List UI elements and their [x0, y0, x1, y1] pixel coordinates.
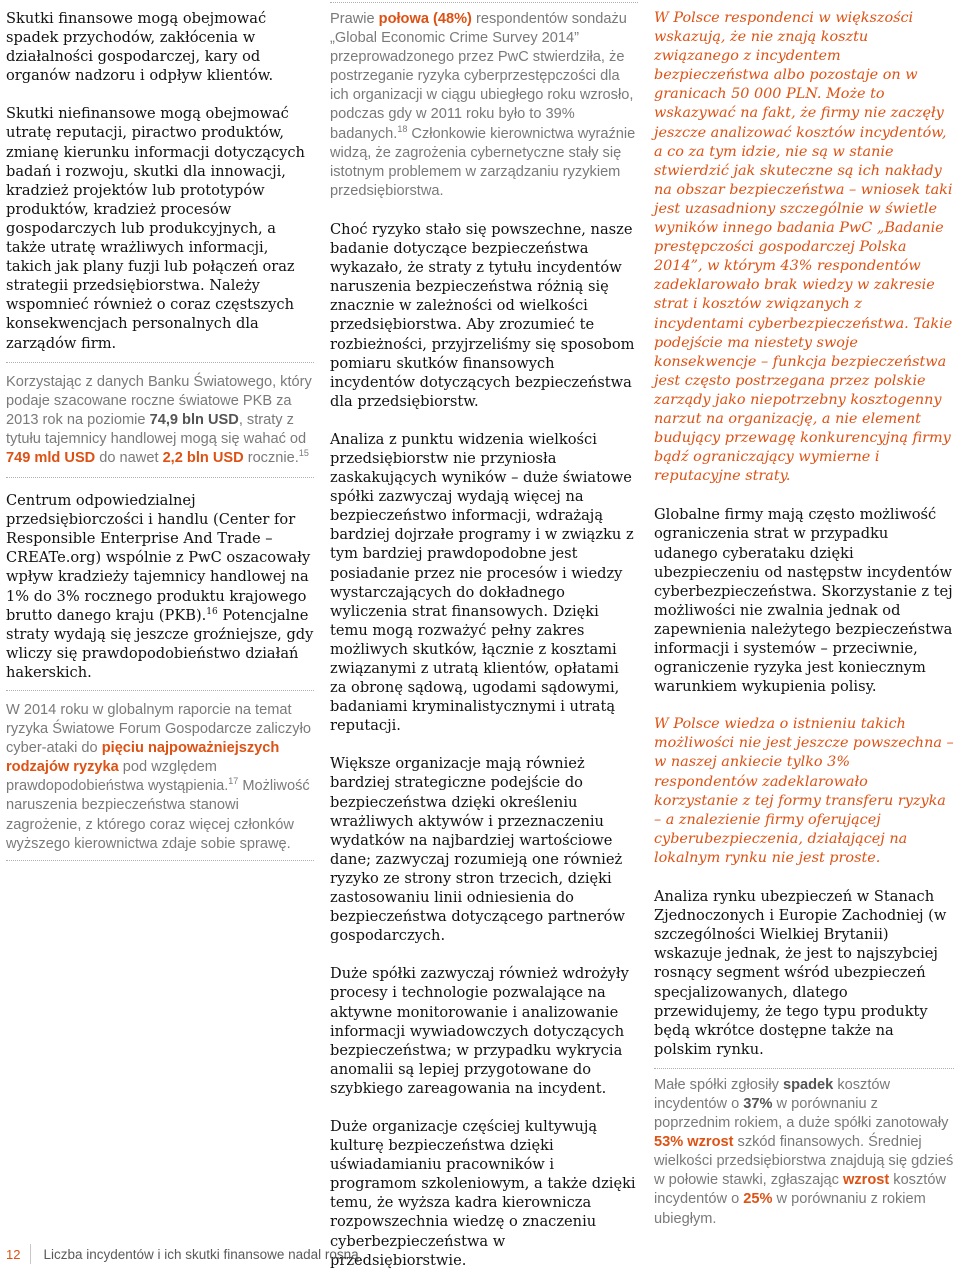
footnote-ref: 15 — [298, 448, 309, 459]
callout-wef: W 2014 roku w globalnym raporcie na temat ryzyka Światowe Forum Gospodarcze zaliczyło cyber-ataki do pięciu najpoważniejszych rodzajów ryzyka pod względem prawdopodobieństwa wystąpienia.$^{17}$ Możliwość naruszenia bezpieczeństwa stanowi zagrożenie, z którego coraz więcej członków wyższego kierownictwa zdaje sobie sprawę. — [6, 702, 311, 852]
paragraph-insurance-market: Analiza rynku ubezpieczeń w Stanach Zjednoczonych i Europie Zachodniej (w szczególności Wielkiej Brytanii) wskazuje jednak, że jest to najszybciej rosnący segment wśród ubezpieczeń specjalizowanych, dlatego przewidujemy, że tego typu produkty będą wkrótce dostępne także na polskim rynku. — [654, 888, 947, 1058]
footer-divider — [30, 1244, 31, 1264]
value-gdp: 74,9 bln USD — [149, 411, 239, 428]
column-right — [654, 0, 954, 1229]
quote-poland-insurance: W Polsce wiedza o istnieniu takich możliwości nie jest jeszcze powszechna – w naszej ankiecie tylko 3% respondentów zadeklarowało korzystanie z tej formy transferu ryzyka – a znalezienie firmy oferującej cyberubezpieczenia, działającej na lokalnym rynku nie jest proste. — [654, 716, 954, 866]
page-number: 12 — [6, 1246, 21, 1262]
column-middle — [330, 0, 638, 1270]
footnote-ref: 18 — [397, 123, 408, 134]
value-top-five-risks: pięciu najpoważniejszych rodzajów ryzyka — [6, 740, 280, 776]
paragraph-monitoring: Duże spółki zazwyczaj również wdrożyły procesy i technologie pozwalające na aktywne monitorowanie i analizowanie informacji wywiadowczych dotyczących bezpieczeństwa; w przypadku wykrycia anomalii są lepiej przygotowane do szybkiego zareagowania na incydent. — [330, 965, 629, 1097]
paragraph-losses-by-size: Choć ryzyko stało się powszechne, nasze badanie dotyczące bezpieczeństwa wykazało, że straty z tytułu incydentów naruszenia bezpieczeństwa różnią się znacznie w zależności od wielkości przedsiębiorstwa. Aby zrozumieć te rozbieżności, przyjrzeliśmy się sposobom pomiaru skutków finansowych incydentów dotyczących bezpieczeństwa dla przedsiębiorstw. — [330, 220, 635, 410]
paragraph-strategic-approach: Większe organizacje mają również bardziej strategiczne podejście do bezpieczeństwa dzięki określeniu wrażliwych aktywów i przeznaczeniu wydatków na najbardziej wartościowe dane; zazwyczaj rozumieją one również ryzyko ze strony stron trzecich, dzięki zastosowaniu linii odniesienia do bezpieczeństwa dotyczącego partnerów gospodarczych. — [330, 755, 625, 945]
paragraph-financial-effects: Skutki finansowe mogą obejmować spadek przychodów, zakłócenia w działalności gospodarczej, kary od organów nadzoru i odpływ klientów. — [6, 10, 274, 85]
value-decrease: spadek — [782, 1076, 834, 1093]
value-53-percent-increase: 53% wzrost — [654, 1134, 734, 1151]
callout-incident-costs: Małe spółki zgłosiły spadek kosztów incydentów o 37% w porównaniu z poprzednim rokiem, a duże spółki zanotowały 53% wzrost szkód finansowych. Średniej wielkości przedsiębiorstwa znajdują się gdzieś w połowie stawki, zgłaszając wzrost kosztów incydentów o 25% w porównaniu z rokiem ubiegłym. — [654, 1076, 954, 1227]
page-footer — [6, 1244, 359, 1264]
footer-title: Liczba incydentów i ich skutki finansowe nadal rosną — [43, 1246, 359, 1262]
paragraph-security-culture: Duże organizacje częściej kultywują kulturę bezpieczeństwa dzięki uświadamianiu pracowników i programom szkoleniowym, a także dzięki temu, że wyższa kadra kierownicza rozpowszechnia wiedzę o znaczeniu cyberbezpieczeństwa w przedsiębiorstwie. — [330, 1117, 636, 1269]
paragraph-create-org: Centrum odpowiedzialnej przedsiębiorczości i handlu (Center for Responsible Enterprise And Trade – CREATe.org) wspólnie z PwC oszacowały wpływ kradzieży tajemnicy handlowej na 1% do 3% rocznego produktu krajowego brutto danego kraju (PKB).$^{16}$ Potencjalne straty wydają się jeszcze groźniejsze, gdy wliczy się prawdopodobieństwo działań hakerskich. — [6, 492, 314, 681]
divider — [6, 362, 314, 363]
divider — [6, 690, 314, 691]
value-increase: wzrost — [843, 1172, 890, 1189]
callout-gecs-2014: Prawie połowa (48%) respondentów sondażu „Global Economic Crime Survey 2014” przeprowadzonego przez PwC stwierdziła, że postrzeganie ryzyka cyberprzestępczości dla ich organizacji w ciągu ubiegłego roku wzrosło, podczas gdy w 2011 roku było to 39% badanych.$^{18}$ Członkowie kierownictwa wyraźnie widzą, że zagrożenia cybernetyczne stały się istotnym problemem w zarządzaniu ryzykiem przedsiębiorstwa. — [330, 11, 636, 199]
value-max-loss: 2,2 bln USD — [162, 449, 244, 466]
divider — [654, 1068, 954, 1069]
paragraph-size-analysis: Analiza z punktu widzenia wielkości przedsiębiorstw nie przyniosła zaskakujących wyników – duże światowe spółki zazwyczaj wydają więcej na bezpieczeństwo informacji, wdrażają bardziej dojrzałe programy i w związku z tym bardziej prawdopodobne jest posiadanie przez nie procesów i wiedzy wystarczających do dokładnego wyliczenia strat finansowych. Dzięki temu mogą rozważyć pełny zakres możliwych skutków, łącznie z kosztami związanymi z utratą klientów, opłatami za obronę sądową, ugodami sądowymi, badaniami kryminalistycznymi i utratą reputacji. — [330, 430, 634, 735]
value-half-respondents: połowa (48%) — [378, 11, 472, 27]
value-37-percent: 37% — [743, 1095, 773, 1112]
column-left — [6, 0, 314, 861]
value-25-percent: 25% — [743, 1191, 773, 1208]
divider — [6, 477, 314, 478]
paragraph-nonfinancial-effects: Skutki niefinansowe mogą obejmować utratę reputacji, piractwo produktów, zmianę kierunku informacji dotyczących badań i rozwoju, skutki dla innowacji, kradzież projektów lub prototypów produktów, kradzież procesów gospodarczych lub produkcyjnych, a także utratę wrażliwych informacji, takich jak plany fuzji lub połączeń oraz strategii przedsiębiorstwa. Należy wspomnieć również o coraz częstszych konsekwencjach personalnych dla zarządów firm. — [6, 105, 305, 352]
quote-poland-incident-cost: W Polsce respondenci w większości wskazują, że nie znają kosztu związanego z incydentem bezpieczeństwa albo pozostaje on w granicach 50 000 PLN. Może to wskazywać na fakt, że firmy nie zaczęły jeszcze analizować kosztów incydentów, a co za tym idzie, nie są w stanie stwierdzić jak skuteczne są ich nakłady na obszar bezpieczeństwa – wniosek taki jest uzasadniony szczególnie w świetle wyników innego badania PwC „Badanie prestępczości gospodarczej Polska 2014”, w którym 43% respondentów zadeklarowało brak wiedzy w zakresie strat i kosztów związanych z incydentami cyberbezpieczeństwa. Takie podejście ma niestety swoje konsekwencje – funkcja bezpieczeństwa jest często postrzegana przez polskie zarządy jako niepotrzebny kosztogenny narzut na organizację, a nie element budujący przewagę konkurencyjną firmy bądź ograniczający wymierne i reputacyjne straty. — [654, 10, 953, 485]
footnote-ref: 16 — [206, 606, 218, 617]
paragraph-cyber-insurance: Globalne firmy mają często możliwość ograniczenia strat w przypadku udanego cyberataku dzięki ubezpieczeniu od następstw incydentów cyberbezpieczeństwa. Skorzystanie z tej możliwości nie zwalnia jednak od zapewnienia należytego bezpieczeństwa informacji i systemów – przeciwnie, ograniczenie ryzyka jest koniecznym warunkiem wykupienia polisy. — [654, 506, 953, 696]
divider — [330, 2, 638, 3]
divider — [6, 860, 314, 861]
callout-world-bank: Korzystając z danych Banku Światowego, który podaje szacowane roczne światowe PKB za 2013 rok na poziomie 74,9 bln USD, straty z tytułu tajemnicy handlowej mogą się wahać od 749 mld USD do nawet 2,2 bln USD rocznie.$^{15}$ — [6, 373, 312, 466]
value-min-loss: 749 mld USD — [6, 449, 96, 466]
footnote-ref: 17 — [228, 776, 239, 787]
